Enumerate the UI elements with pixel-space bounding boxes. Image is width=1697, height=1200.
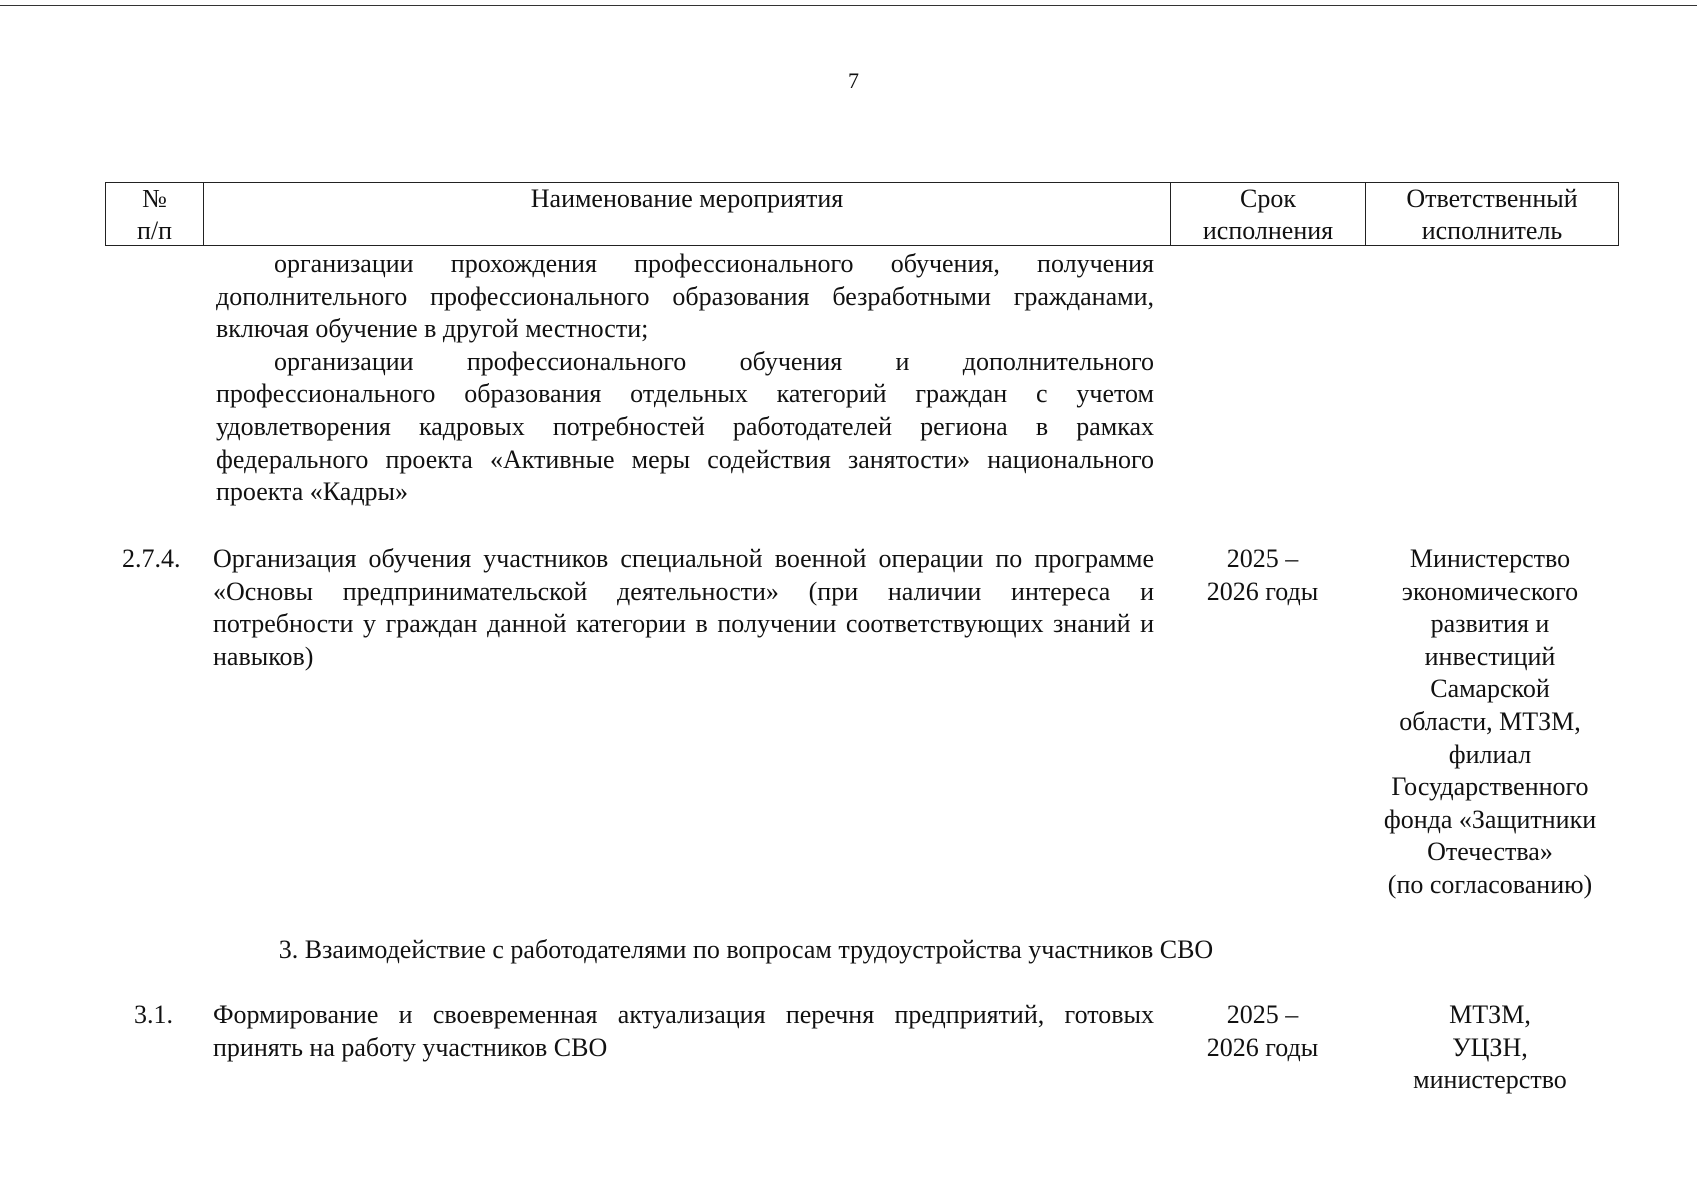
header-num-line-1: № xyxy=(142,184,167,213)
row-number: 2.7.4. xyxy=(122,544,181,573)
header-name xyxy=(204,183,1171,245)
resp-line: Государственного xyxy=(1391,772,1589,802)
resp-line: Самарской xyxy=(1430,674,1550,704)
resp-line: МТЗМ, xyxy=(1449,1000,1531,1029)
header-num xyxy=(106,183,204,245)
page-number: 7 xyxy=(848,68,859,93)
row-name xyxy=(213,543,1154,673)
resp-line: области, МТЗМ, xyxy=(1399,706,1581,736)
row-responsible xyxy=(1360,543,1620,902)
continued-paragraph-1: организации прохождения профессионального обучения, получения дополнительного профессионального образования безработными гражданами, включая обучение в другой местности; xyxy=(216,249,1154,344)
row-term-line-1: 2025 – xyxy=(1226,1000,1299,1029)
header-term-line-1: Срок xyxy=(1240,184,1296,213)
resp-line: Отечества» xyxy=(1427,837,1553,867)
row-number: 3.1. xyxy=(134,1000,173,1029)
section-heading: 3. Взаимодействие с работодателями по вопросам трудоустройства участников СВО xyxy=(278,935,1214,964)
resp-line: фонда «Защитники xyxy=(1383,804,1597,834)
header-term xyxy=(1171,183,1366,245)
row-term-line-2: 2026 годы xyxy=(1206,576,1319,606)
header-num-line-2: п/п xyxy=(136,216,173,245)
row-responsible xyxy=(1360,999,1620,1097)
resp-line: развития и xyxy=(1430,609,1550,639)
resp-line: инвестиций xyxy=(1424,641,1556,671)
resp-line: УЦЗН, xyxy=(1452,1032,1528,1062)
row-name-text: Организация обучения участников специальной военной операции по программе «Основы предпринимательской деятельности» (при наличии интереса и потребности у граждан данной категории в получении соответствующих знаний и навыков) xyxy=(213,544,1154,671)
continued-text xyxy=(216,248,1154,509)
resp-line: филиал xyxy=(1448,739,1532,769)
header-name-text: Наименование мероприятия xyxy=(530,184,844,213)
header-term-line-2: исполнения xyxy=(1202,216,1334,245)
table-header xyxy=(105,182,1619,246)
continued-paragraph-2: организации профессионального обучения и дополнительного профессионального образования отдельных категорий граждан с учетом удовлетворения кадровых потребностей работодателей региона в рамках федерального проекта «Активные меры содействия занятости» национального проекта «Кадры» xyxy=(216,346,1154,507)
row-term-line-2: 2026 годы xyxy=(1206,1032,1319,1062)
header-resp-line-2: исполнитель xyxy=(1421,216,1563,245)
row-name xyxy=(213,999,1154,1064)
row-term xyxy=(1165,543,1360,608)
resp-line: (по согласованию) xyxy=(1387,869,1593,899)
header-resp-line-1: Ответственный xyxy=(1406,184,1578,213)
row-term-line-1: 2025 – xyxy=(1226,544,1299,573)
resp-line: экономического xyxy=(1401,576,1579,606)
row-name-text: Формирование и своевременная актуализация перечня предприятий, готовых принять на работу участников СВО xyxy=(213,1000,1154,1062)
resp-line: министерство xyxy=(1413,1065,1567,1095)
row-term xyxy=(1165,999,1360,1064)
top-rule xyxy=(0,5,1697,6)
header-responsible xyxy=(1366,183,1618,245)
resp-line: Министерство xyxy=(1409,544,1571,573)
